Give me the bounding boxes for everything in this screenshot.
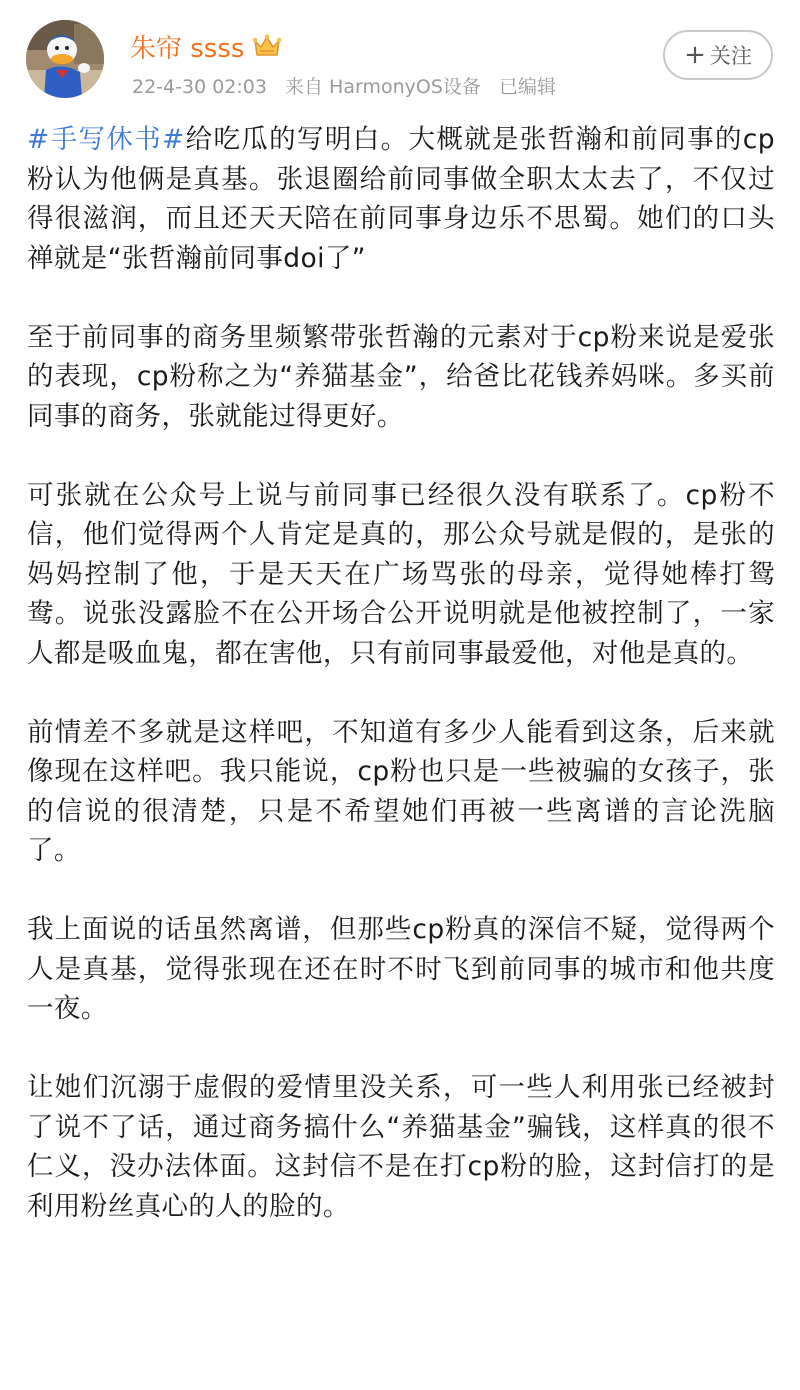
- post-header: [0, 0, 800, 118]
- post-paragraph: [27, 120, 775, 278]
- post-source: 来自 HarmonyOS设备: [285, 76, 481, 98]
- post-paragraph: 可张就在公众号上说与前同事已经很久没有联系了。cp粉不信，他们觉得两个人肯定是真的，那公众号就是假的，是张的妈妈控制了他，于是天天在广场骂张的母亲，觉得她棒打鸳鸯。说张没露脸不在公开场合公开说明就是他被控制了，一家人都是吸血鬼，都在害他，只有前同事最爱他，对他是真的。: [27, 479, 775, 669]
- post-paragraph: 我上面说的话虽然离谱，但那些cp粉真的深信不疑，觉得两个人是真基，觉得张现在还在时不时飞到前同事的城市和他共度一夜。: [27, 914, 775, 1024]
- hashtag-link[interactable]: #手写休书#: [27, 124, 185, 155]
- avatar[interactable]: [26, 20, 104, 98]
- follow-label: 关注: [709, 44, 752, 68]
- plus-icon: +: [684, 40, 706, 70]
- donald-duck-avatar: [26, 20, 104, 98]
- edited-label[interactable]: 已编辑: [498, 76, 556, 98]
- post-timestamp: 22-4-30 02:03: [132, 76, 267, 98]
- post-meta: [132, 72, 556, 99]
- post-paragraph: 前情差不多就是这样吧，不知道有多少人能看到这条，后来就像现在这样吧。我只能说，cp粉也只是一些被骗的女孩子，张的信说的很清楚，只是不希望她们再被一些离谱的言论洗脑了。: [27, 716, 775, 866]
- follow-button[interactable]: [663, 30, 773, 80]
- user-name[interactable]: 朱帘 ssss: [130, 33, 245, 64]
- post-paragraph: 至于前同事的商务里频繁带张哲瀚的元素对于cp粉来说是爱张的表现，cp粉称之为“养猫基金”，给爸比花钱养妈咪。多买前同事的商务，张就能过得更好。: [27, 321, 775, 432]
- user-name-row: [130, 26, 282, 66]
- paragraph-text: 给吃瓜的写明白。大概就是张哲瀚和前同事的cp粉认为他俩是真基。张退圈给前同事做全职太太去了，不仅过得很滋润，而且还天天陪在前同事身边乐不思蜀。她们的口头禅就是“张哲瀚前同事doi了”: [27, 124, 775, 274]
- crown-icon: [252, 33, 282, 59]
- post-body: [27, 120, 775, 1226]
- post-paragraph: 让她们沉溺于虚假的爱情里没关系，可一些人利用张已经被封了说不了话，通过商务搞什么“养猫基金”骗钱，这样真的很不仁义，没办法体面。这封信不是在打cp粉的脸，这封信打的是利用粉丝真心的人的脸的。: [27, 1072, 775, 1222]
